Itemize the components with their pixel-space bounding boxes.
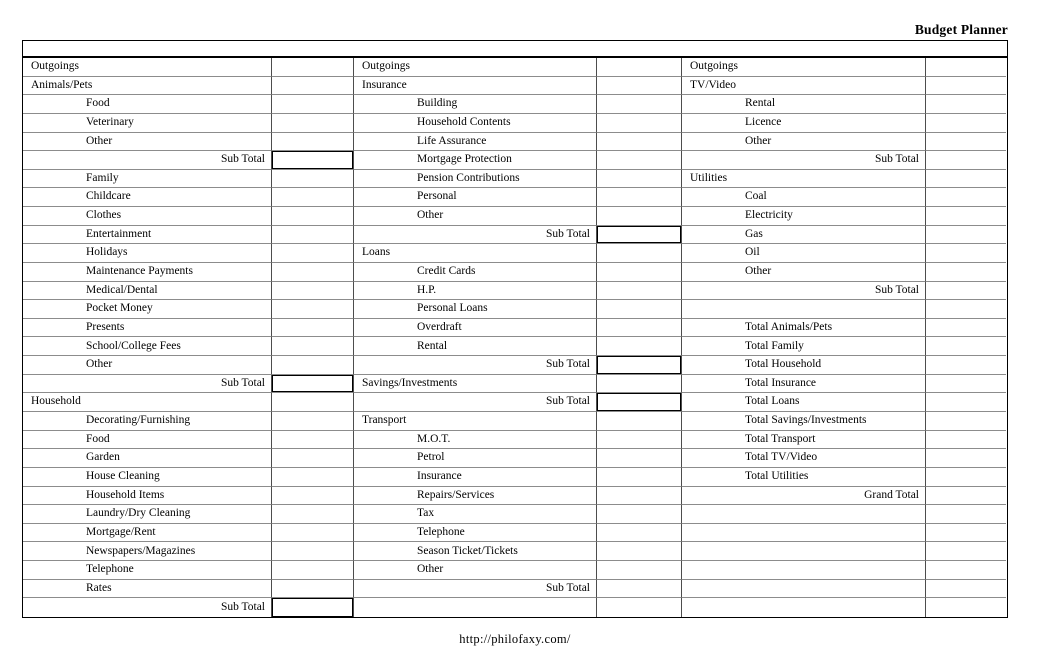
- row-label: Total Animals/Pets: [682, 319, 926, 338]
- row-label: [682, 524, 926, 543]
- row-label: School/College Fees: [23, 337, 272, 356]
- value-cell[interactable]: [926, 356, 1006, 375]
- value-cell[interactable]: [272, 356, 354, 375]
- row-label: Family: [23, 170, 272, 189]
- row-label: House Cleaning: [23, 468, 272, 487]
- row-label: Household: [23, 393, 272, 412]
- row-label: Laundry/Dry Cleaning: [23, 505, 272, 524]
- row-label: M.O.T.: [354, 431, 597, 450]
- header-entry-box[interactable]: [22, 40, 1008, 57]
- row-label: Sub Total: [682, 151, 926, 170]
- row-label: TV/Video: [682, 77, 926, 96]
- row-label: Sub Total: [354, 356, 597, 375]
- value-cell[interactable]: [926, 580, 1006, 599]
- row-label: Loans: [354, 244, 597, 263]
- value-cell[interactable]: [597, 77, 682, 96]
- value-cell[interactable]: [272, 170, 354, 189]
- row-label: Sub Total: [682, 282, 926, 301]
- value-cell[interactable]: [272, 393, 354, 412]
- row-label: Total Utilities: [682, 468, 926, 487]
- row-label: Presents: [23, 319, 272, 338]
- value-cell[interactable]: [597, 505, 682, 524]
- row-label: Veterinary: [23, 114, 272, 133]
- row-label: Other: [354, 561, 597, 580]
- row-label: Grand Total: [682, 487, 926, 506]
- row-label: [682, 561, 926, 580]
- value-cell[interactable]: [926, 114, 1006, 133]
- value-cell[interactable]: [926, 188, 1006, 207]
- value-cell[interactable]: [272, 598, 354, 617]
- value-cell[interactable]: [926, 487, 1006, 506]
- row-label: Total Family: [682, 337, 926, 356]
- row-label: Savings/Investments: [354, 375, 597, 394]
- value-cell[interactable]: [597, 226, 682, 245]
- row-label: Sub Total: [354, 580, 597, 599]
- row-label: Transport: [354, 412, 597, 431]
- row-label: Total Savings/Investments: [682, 412, 926, 431]
- value-cell[interactable]: [926, 58, 1006, 77]
- value-cell[interactable]: [272, 95, 354, 114]
- row-label: Insurance: [354, 468, 597, 487]
- row-label: Total Household: [682, 356, 926, 375]
- row-label: Other: [682, 133, 926, 152]
- value-cell[interactable]: [272, 449, 354, 468]
- value-cell[interactable]: [597, 580, 682, 599]
- row-label: Electricity: [682, 207, 926, 226]
- value-cell[interactable]: [597, 337, 682, 356]
- row-label: [682, 598, 926, 617]
- value-cell[interactable]: [597, 188, 682, 207]
- row-label: Sub Total: [354, 226, 597, 245]
- value-cell[interactable]: [926, 449, 1006, 468]
- value-cell[interactable]: [926, 133, 1006, 152]
- value-cell[interactable]: [272, 412, 354, 431]
- row-label: Rental: [682, 95, 926, 114]
- value-cell[interactable]: [926, 431, 1006, 450]
- value-cell[interactable]: [272, 226, 354, 245]
- value-cell[interactable]: [272, 505, 354, 524]
- row-label: Food: [23, 95, 272, 114]
- value-cell[interactable]: [926, 263, 1006, 282]
- row-label: Oil: [682, 244, 926, 263]
- row-label: Other: [23, 133, 272, 152]
- value-cell[interactable]: [272, 337, 354, 356]
- row-label: Telephone: [354, 524, 597, 543]
- value-cell[interactable]: [926, 375, 1006, 394]
- value-cell[interactable]: [926, 319, 1006, 338]
- value-cell[interactable]: [926, 170, 1006, 189]
- row-label: Outgoings: [23, 58, 272, 77]
- value-cell[interactable]: [597, 95, 682, 114]
- value-cell[interactable]: [272, 282, 354, 301]
- value-cell[interactable]: [926, 337, 1006, 356]
- row-label: [354, 598, 597, 617]
- value-cell[interactable]: [272, 188, 354, 207]
- row-label: Credit Cards: [354, 263, 597, 282]
- value-cell[interactable]: [597, 542, 682, 561]
- row-label: Rates: [23, 580, 272, 599]
- row-label: Maintenance Payments: [23, 263, 272, 282]
- value-cell[interactable]: [926, 207, 1006, 226]
- value-cell[interactable]: [926, 561, 1006, 580]
- row-label: H.P.: [354, 282, 597, 301]
- row-label: Other: [682, 263, 926, 282]
- value-cell[interactable]: [597, 319, 682, 338]
- row-label: Outgoings: [354, 58, 597, 77]
- value-cell[interactable]: [272, 580, 354, 599]
- row-label: Building: [354, 95, 597, 114]
- row-label: Total Transport: [682, 431, 926, 450]
- value-cell[interactable]: [926, 77, 1006, 96]
- value-cell[interactable]: [926, 412, 1006, 431]
- row-label: Pension Contributions: [354, 170, 597, 189]
- value-cell[interactable]: [597, 207, 682, 226]
- value-cell[interactable]: [926, 524, 1006, 543]
- value-cell[interactable]: [926, 542, 1006, 561]
- value-cell[interactable]: [272, 207, 354, 226]
- value-cell[interactable]: [926, 282, 1006, 301]
- value-cell[interactable]: [272, 244, 354, 263]
- value-cell[interactable]: [272, 487, 354, 506]
- row-label: Rental: [354, 337, 597, 356]
- row-label: Sub Total: [23, 598, 272, 617]
- row-label: Utilities: [682, 170, 926, 189]
- value-cell[interactable]: [926, 393, 1006, 412]
- value-cell[interactable]: [272, 133, 354, 152]
- row-label: Insurance: [354, 77, 597, 96]
- value-cell[interactable]: [597, 151, 682, 170]
- row-label: Coal: [682, 188, 926, 207]
- row-label: Personal: [354, 188, 597, 207]
- row-label: [682, 505, 926, 524]
- value-cell[interactable]: [272, 58, 354, 77]
- row-label: Season Ticket/Tickets: [354, 542, 597, 561]
- value-cell[interactable]: [272, 319, 354, 338]
- value-cell[interactable]: [597, 170, 682, 189]
- value-cell[interactable]: [597, 431, 682, 450]
- row-label: Tax: [354, 505, 597, 524]
- row-label: Petrol: [354, 449, 597, 468]
- row-label: Mortgage Protection: [354, 151, 597, 170]
- row-label: Outgoings: [682, 58, 926, 77]
- row-label: Life Assurance: [354, 133, 597, 152]
- row-label: [682, 580, 926, 599]
- value-cell[interactable]: [272, 114, 354, 133]
- budget-table: [22, 57, 1008, 618]
- row-label: [682, 542, 926, 561]
- row-label: Childcare: [23, 188, 272, 207]
- value-cell[interactable]: [597, 412, 682, 431]
- row-label: Newspapers/Magazines: [23, 542, 272, 561]
- row-label: Total Loans: [682, 393, 926, 412]
- value-cell[interactable]: [597, 300, 682, 319]
- row-label: Total TV/Video: [682, 449, 926, 468]
- value-cell[interactable]: [926, 95, 1006, 114]
- value-cell[interactable]: [926, 300, 1006, 319]
- page-title: Budget Planner: [914, 22, 1008, 37]
- row-label: Personal Loans: [354, 300, 597, 319]
- value-cell[interactable]: [597, 393, 682, 412]
- row-label: Animals/Pets: [23, 77, 272, 96]
- row-label: Medical/Dental: [23, 282, 272, 301]
- row-label: Repairs/Services: [354, 487, 597, 506]
- value-cell[interactable]: [272, 524, 354, 543]
- row-label: Sub Total: [354, 393, 597, 412]
- value-cell[interactable]: [272, 561, 354, 580]
- value-cell[interactable]: [597, 58, 682, 77]
- value-cell[interactable]: [272, 300, 354, 319]
- row-label: Licence: [682, 114, 926, 133]
- value-cell[interactable]: [272, 151, 354, 170]
- row-label: Garden: [23, 449, 272, 468]
- value-cell[interactable]: [272, 468, 354, 487]
- row-label: Gas: [682, 226, 926, 245]
- value-cell[interactable]: [597, 114, 682, 133]
- row-label: Sub Total: [23, 151, 272, 170]
- value-cell[interactable]: [272, 542, 354, 561]
- value-cell[interactable]: [597, 356, 682, 375]
- value-cell[interactable]: [926, 468, 1006, 487]
- value-cell[interactable]: [597, 133, 682, 152]
- value-cell[interactable]: [272, 431, 354, 450]
- row-label: Food: [23, 431, 272, 450]
- row-label: Overdraft: [354, 319, 597, 338]
- value-cell[interactable]: [597, 561, 682, 580]
- value-cell[interactable]: [926, 226, 1006, 245]
- value-cell[interactable]: [272, 263, 354, 282]
- row-label: Household Items: [23, 487, 272, 506]
- value-cell[interactable]: [597, 487, 682, 506]
- value-cell[interactable]: [926, 505, 1006, 524]
- row-label: Pocket Money: [23, 300, 272, 319]
- value-cell[interactable]: [926, 244, 1006, 263]
- row-label: Sub Total: [23, 375, 272, 394]
- row-label: Total Insurance: [682, 375, 926, 394]
- row-label: Entertainment: [23, 226, 272, 245]
- value-cell[interactable]: [597, 468, 682, 487]
- row-label: Other: [23, 356, 272, 375]
- value-cell[interactable]: [597, 244, 682, 263]
- value-cell[interactable]: [597, 282, 682, 301]
- value-cell[interactable]: [597, 449, 682, 468]
- row-label: Telephone: [23, 561, 272, 580]
- footer-link[interactable]: http://philofaxy.com/: [459, 632, 571, 646]
- row-label: Decorating/Furnishing: [23, 412, 272, 431]
- value-cell[interactable]: [926, 598, 1006, 617]
- value-cell[interactable]: [597, 263, 682, 282]
- value-cell[interactable]: [597, 524, 682, 543]
- value-cell[interactable]: [272, 375, 354, 394]
- row-label: [682, 300, 926, 319]
- value-cell[interactable]: [597, 598, 682, 617]
- value-cell[interactable]: [272, 77, 354, 96]
- value-cell[interactable]: [597, 375, 682, 394]
- row-label: Other: [354, 207, 597, 226]
- row-label: Clothes: [23, 207, 272, 226]
- row-label: Holidays: [23, 244, 272, 263]
- row-label: Household Contents: [354, 114, 597, 133]
- row-label: Mortgage/Rent: [23, 524, 272, 543]
- value-cell[interactable]: [926, 151, 1006, 170]
